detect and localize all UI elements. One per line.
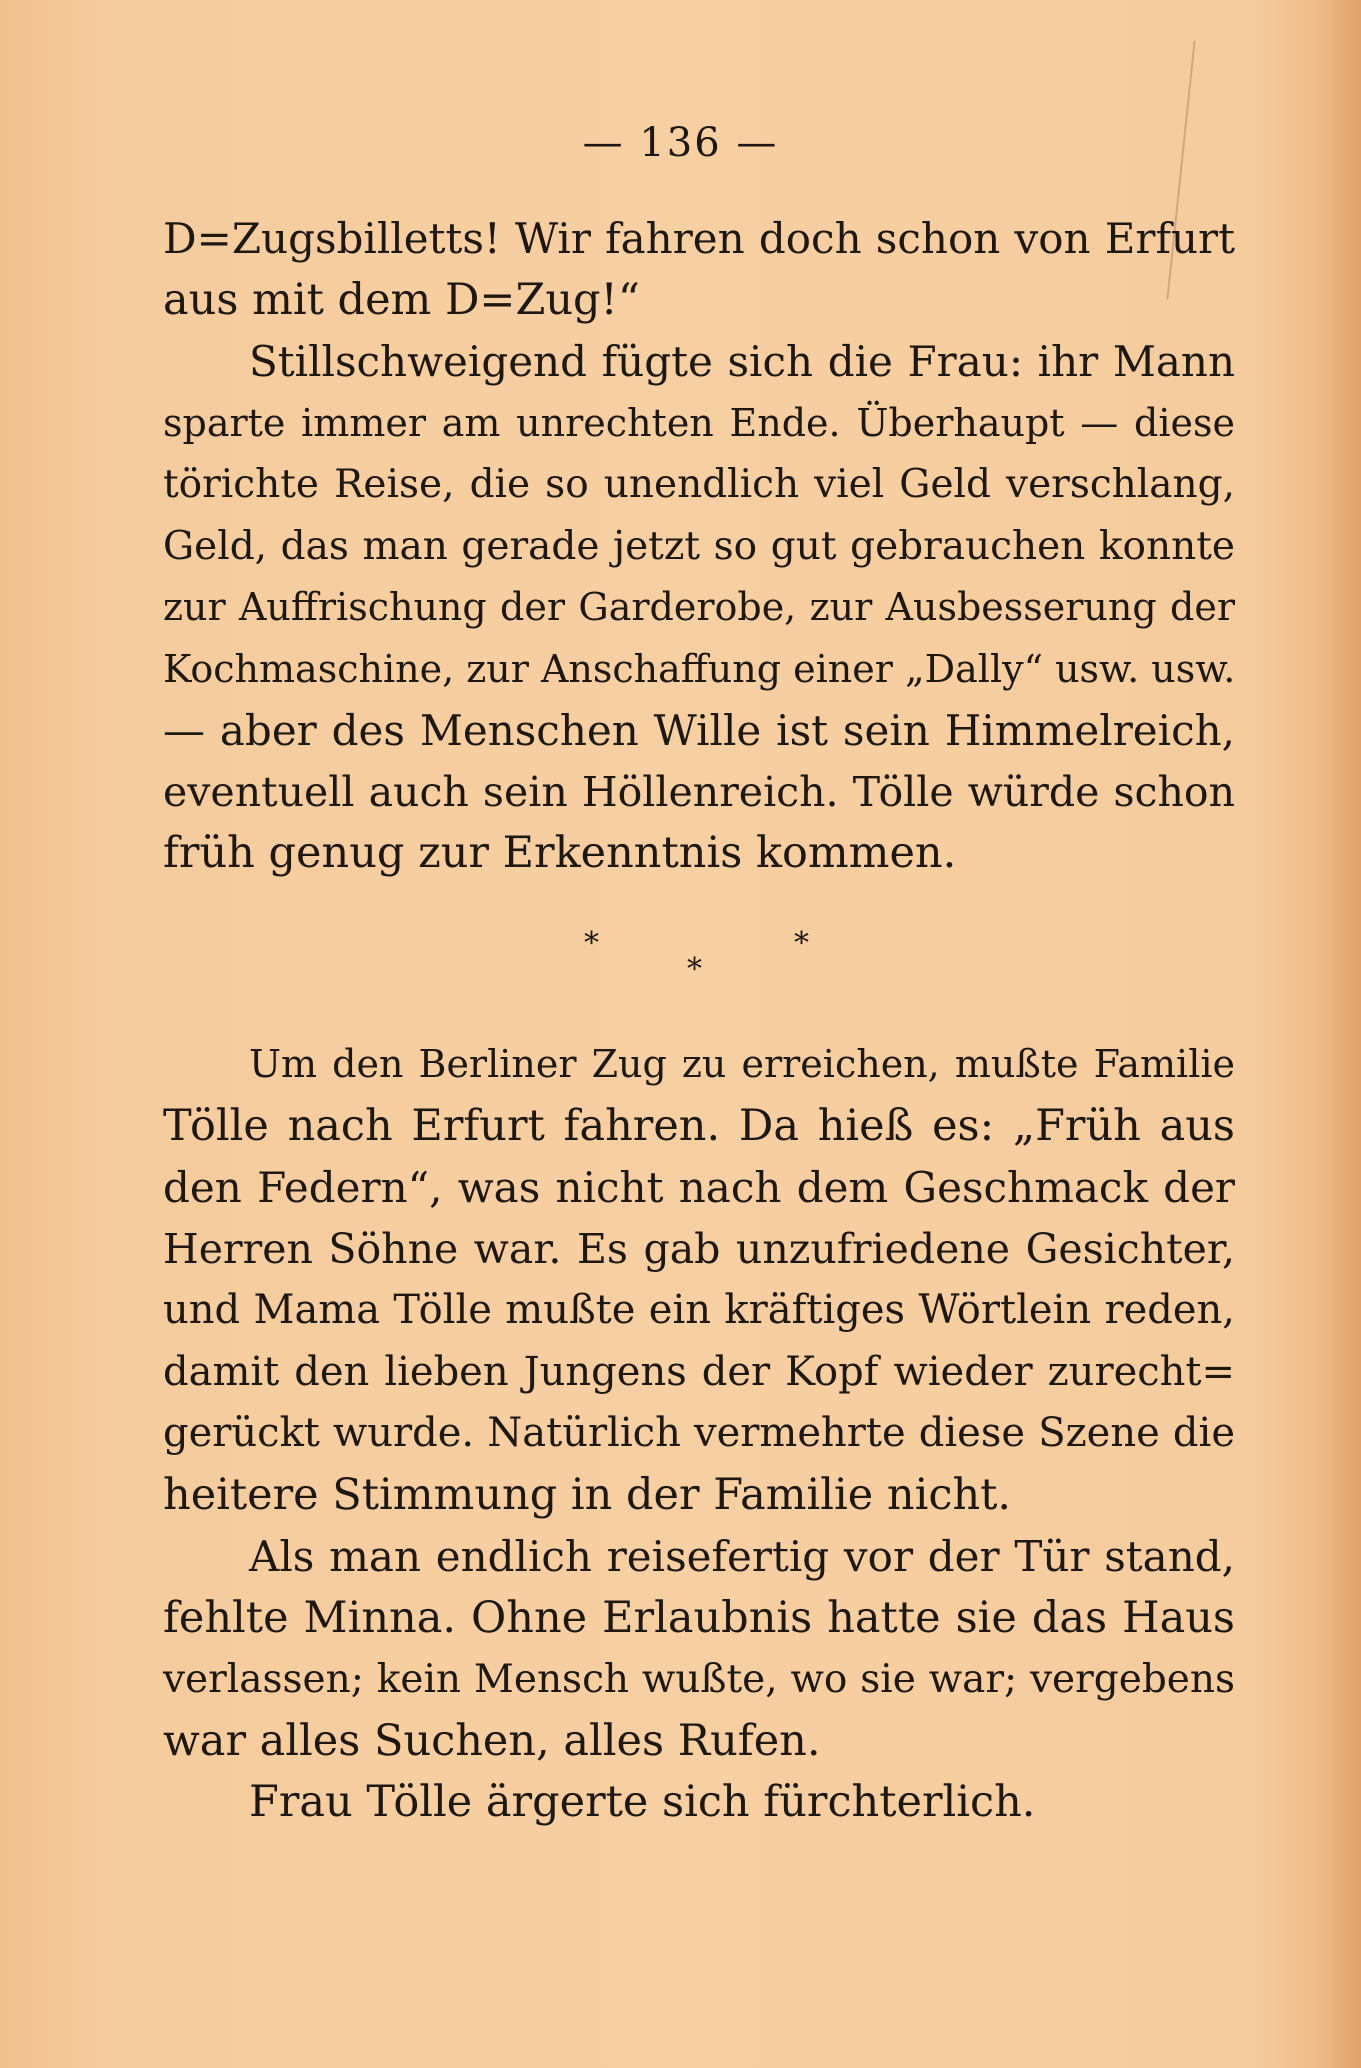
text-line: Herren Söhne war. Es gab unzufriedene Gesichter, [163,1224,1235,1273]
text-line: Tölle nach Erfurt fahren. Da hieß es: „Früh aus [163,1100,1235,1151]
text-line: sparte immer am unrechten Ende. Überhaupt — diese [163,400,1235,445]
asterisk: * [687,952,702,987]
text-line: eventuell auch sein Höllenreich. Tölle würde schon [163,767,1235,816]
paragraph-start-line: Um den Berliner Zug zu erreichen, mußte Familie [249,1042,1235,1086]
asterisk: * [584,926,599,961]
text-line: verlassen; kein Mensch wußte, wo sie war; vergebens [163,1657,1235,1702]
page-number: — 136 — [582,120,779,166]
text-block-2 [163,1034,1235,1834]
text-line: zur Auffrischung der Garderobe, zur Ausbesserung der [163,585,1235,629]
text-line: törichte Reise, die so unendlich viel Geld verschlang, [163,462,1235,507]
text-line: früh genug zur Erkenntnis kommen. [163,828,957,878]
paragraph-start-line: Als man endlich reisefertig vor der Tür stand, [249,1532,1235,1581]
text-line: fehlte Minna. Ohne Erlaubnis hatte sie das Haus [163,1592,1235,1643]
asterisk: * [794,926,809,961]
text-line: D=Zugsbilletts! Wir fahren doch schon von Erfurt [163,214,1235,263]
text-line: aus mit dem D=Zug!“ [163,274,640,325]
paragraph-start-line: Frau Tölle ärgerte sich fürchterlich. [249,1777,1036,1827]
text-line: und Mama Tölle mußte ein kräftiges Wörtlein reden, [163,1287,1235,1333]
page-edge-shadow [1321,0,1361,2068]
text-line: heitere Stimmung in der Familie nicht. [163,1469,1012,1520]
section-break-asterisks [0,918,1361,988]
text-line: Kochmaschine, zur Anschaffung einer „Dally“ usw. usw. [163,646,1236,691]
text-line: Geld, das man gerade jetzt so gut gebrauchen konnte [163,523,1235,569]
text-block-1 [163,208,1235,885]
text-line: gerückt wurde. Natürlich vermehrte diese Szene die [163,1410,1235,1456]
text-line: — aber des Menschen Wille ist sein Himmelreich, [163,706,1235,755]
text-line: damit den lieben Jungens der Kopf wieder zurecht= [163,1348,1235,1395]
text-line: war alles Suchen, alles Rufen. [163,1715,821,1766]
paragraph-start-line: Stillschweigend fügte sich die Frau: ihr Mann [249,337,1235,386]
text-line: den Federn“, was nicht nach dem Geschmack der [163,1163,1235,1212]
